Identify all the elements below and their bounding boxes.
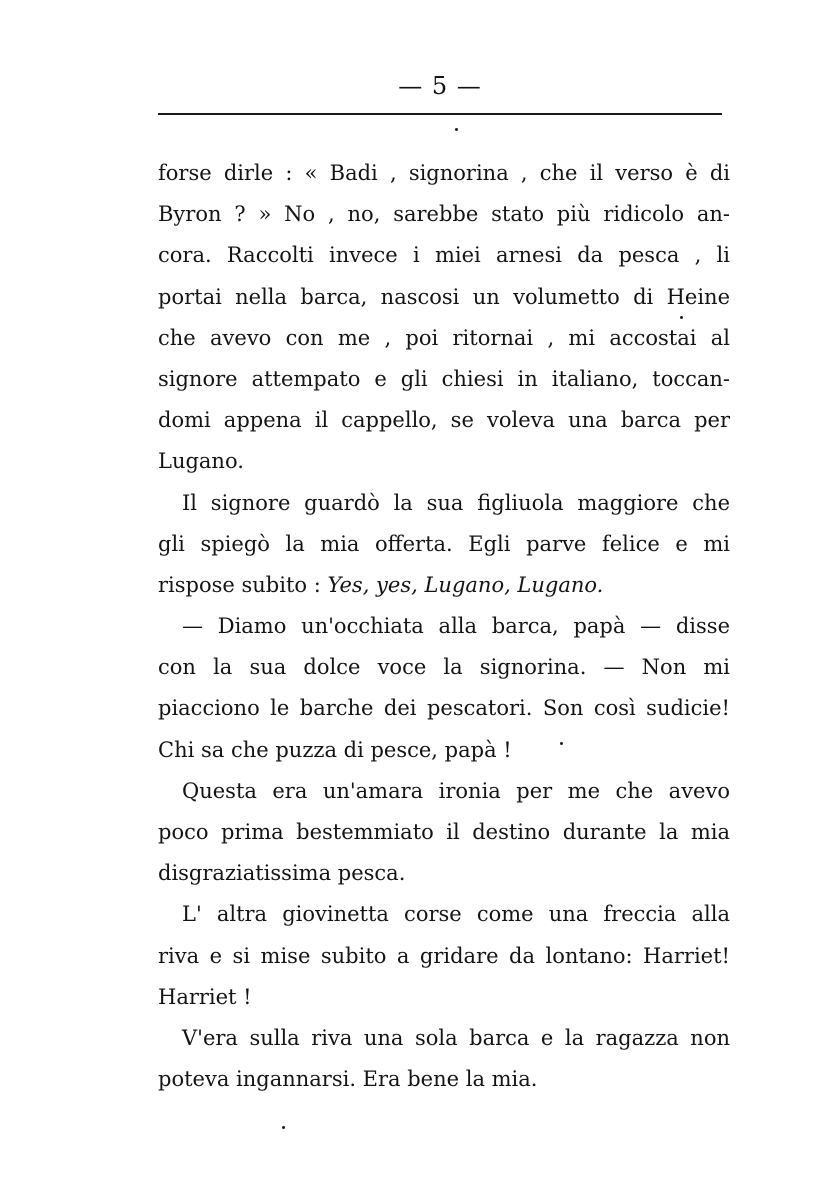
text-line: V'era sulla riva una sola barca e la ragazza non bbox=[182, 1025, 730, 1050]
text-run: rispose subito : bbox=[158, 572, 328, 597]
text-line: poteva ingannarsi. Era bene la mia. bbox=[158, 1067, 538, 1092]
text-line: poco prima bestemmiato il destino durante la mia bbox=[158, 820, 730, 844]
text-line: domi appena il cappello, se voleva una barca per bbox=[158, 408, 730, 433]
italic-quote: Yes, yes, Lugano, Lugano. bbox=[327, 572, 604, 597]
text-line: disgraziatissima pesca. bbox=[158, 861, 406, 886]
paragraph bbox=[158, 483, 730, 607]
text-line: forse dirle : « Badi , signorina , che il verso è di bbox=[158, 161, 730, 185]
text-line: cora. Raccolti invece i miei arnesi da pesca , li bbox=[158, 243, 730, 268]
text-line: — Diamo un'occhiata alla barca, papà — disse bbox=[182, 614, 730, 639]
header-rule bbox=[158, 113, 722, 115]
scan-speck bbox=[560, 742, 563, 745]
page-number: — 5 — bbox=[398, 72, 482, 100]
body-text bbox=[158, 153, 730, 1100]
text-line: con la sua dolce voce la signorina. — Non mi bbox=[158, 655, 730, 680]
paragraph bbox=[158, 771, 730, 895]
text-line: L' altra giovinetta corse come una freccia alla bbox=[182, 902, 730, 927]
text-line bbox=[158, 565, 730, 606]
scan-speck bbox=[455, 128, 458, 131]
text-line: Harriet ! bbox=[158, 984, 252, 1009]
text-line: gli spiegò la mia offerta. Egli parve felice e mi bbox=[158, 531, 730, 556]
text-line: Questa era un'amara ironia per me che avevo bbox=[182, 778, 730, 803]
text-line: portai nella barca, nascosi un volumetto di Heine bbox=[158, 284, 730, 309]
text-line: Byron ? » No , no, sarebbe stato più ridicolo an- bbox=[158, 202, 730, 227]
text-line: Chi sa che puzza di pesce, papà ! bbox=[158, 737, 512, 762]
text-line: signore attempato e gli chiesi in italiano, toccan- bbox=[158, 366, 730, 391]
text-line: Lugano. bbox=[158, 449, 244, 474]
scan-speck bbox=[680, 316, 683, 319]
scan-speck bbox=[282, 1126, 285, 1129]
text-line: Il signore guardò la sua figliuola maggiore che bbox=[182, 490, 730, 515]
paragraph bbox=[158, 894, 730, 1018]
paragraph bbox=[158, 606, 730, 771]
paragraph bbox=[158, 1018, 730, 1100]
text-line: che avevo con me , poi ritornai , mi accostai al bbox=[158, 325, 730, 350]
paragraph bbox=[158, 153, 730, 483]
text-line: piacciono le barche dei pescatori. Son così sudicie! bbox=[158, 696, 730, 721]
text-line: riva e si mise subito a gridare da lontano: Harriet! bbox=[158, 943, 730, 968]
